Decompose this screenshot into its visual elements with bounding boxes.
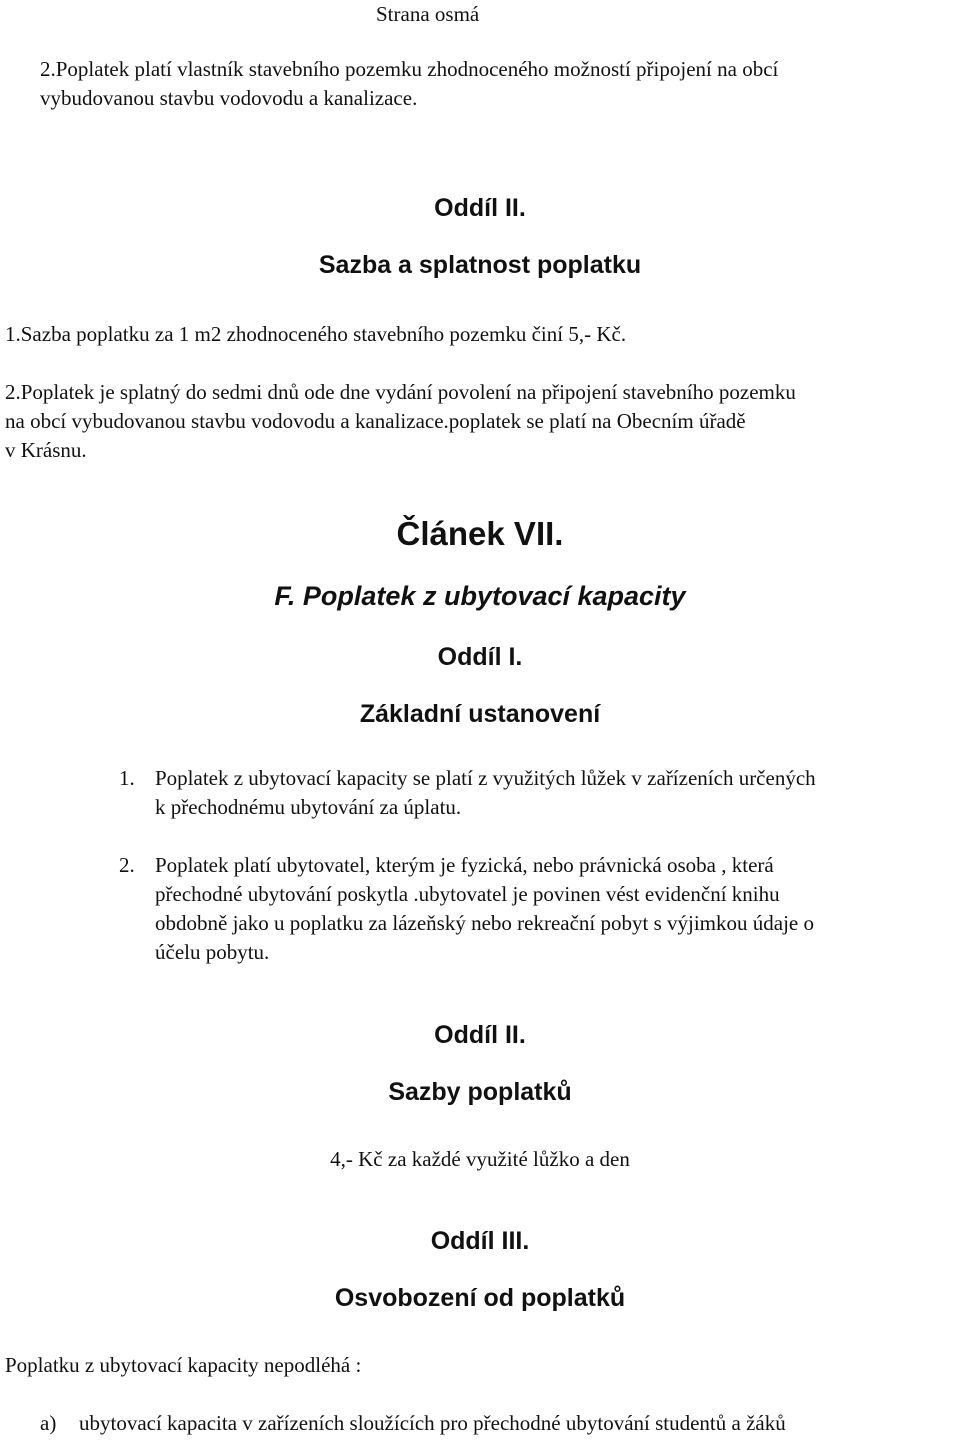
exemption-intro: Poplatku z ubytovací kapacity nepodléhá : [5,1353,362,1377]
section-heading-oddil-2-sazby: Oddíl II. [434,1021,526,1049]
provision-line: Poplatek platí ubytovatel, kterým je fyzická, nebo právnická osoba , která [155,853,774,877]
provision-number: 2. [119,853,135,877]
provision-number: 1. [119,766,135,790]
exemption-text: ubytovací kapacita v zařízeních sloužících pro přechodné ubytování studentů a žáků [79,1411,786,1435]
article-subtitle: F. Poplatek z ubytovací kapacity [274,581,686,611]
section-subheading-sazba-splatnost: Sazba a splatnost poplatku [318,251,642,279]
fee-payer-line-2: vybudovanou stavbu vodovodu a kanalizace. [40,86,418,110]
rate-item-1: 1.Sazba poplatku za 1 m2 zhodnoceného stavebního pozemku činí 5,- Kč. [5,322,627,346]
rate-text: 4,- Kč za každé využité lůžko a den [330,1147,630,1171]
section-subheading-sazby-poplatku: Sazby poplatků [388,1078,572,1106]
section-heading-oddil-2: Oddíl II. [434,194,526,222]
due-item-line-1: 2.Poplatek je splatný do sedmi dnů ode dne vydání povolení na připojení stavebního pozemku [5,380,796,404]
due-item-line-3: v Krásnu. [5,438,87,462]
due-item-line-2: na obcí vybudovanou stavbu vodovodu a kanalizace.poplatek se platí na Obecním úřadě [5,409,746,433]
provision-line: Poplatek z ubytovací kapacity se platí z využitých lůžek v zařízeních určených [155,766,816,790]
provision-line: obdobně jako u poplatku za lázeňský nebo rekreační pobyt s výjimkou údaje o [155,911,814,935]
page-label: Strana osmá [376,2,480,26]
provision-line: k přechodnému ubytování za úplatu. [155,795,462,819]
provision-line: účelu pobytu. [155,940,270,964]
section-heading-oddil-3: Oddíl III. [430,1227,530,1255]
provision-line: přechodné ubytování poskytla .ubytovatel je povinen vést evidenční knihu [155,882,780,906]
exemption-label: a) [40,1411,57,1435]
section-subheading-zakladni-ustanoveni: Základní ustanovení [359,700,601,728]
article-title: Článek VII. [396,515,564,552]
section-subheading-osvobozeni: Osvobození od poplatků [334,1284,626,1312]
section-heading-oddil-1: Oddíl I. [437,643,523,671]
fee-payer-line-1: 2.Poplatek platí vlastník stavebního pozemku zhodnoceného možností připojení na obcí [40,57,779,81]
